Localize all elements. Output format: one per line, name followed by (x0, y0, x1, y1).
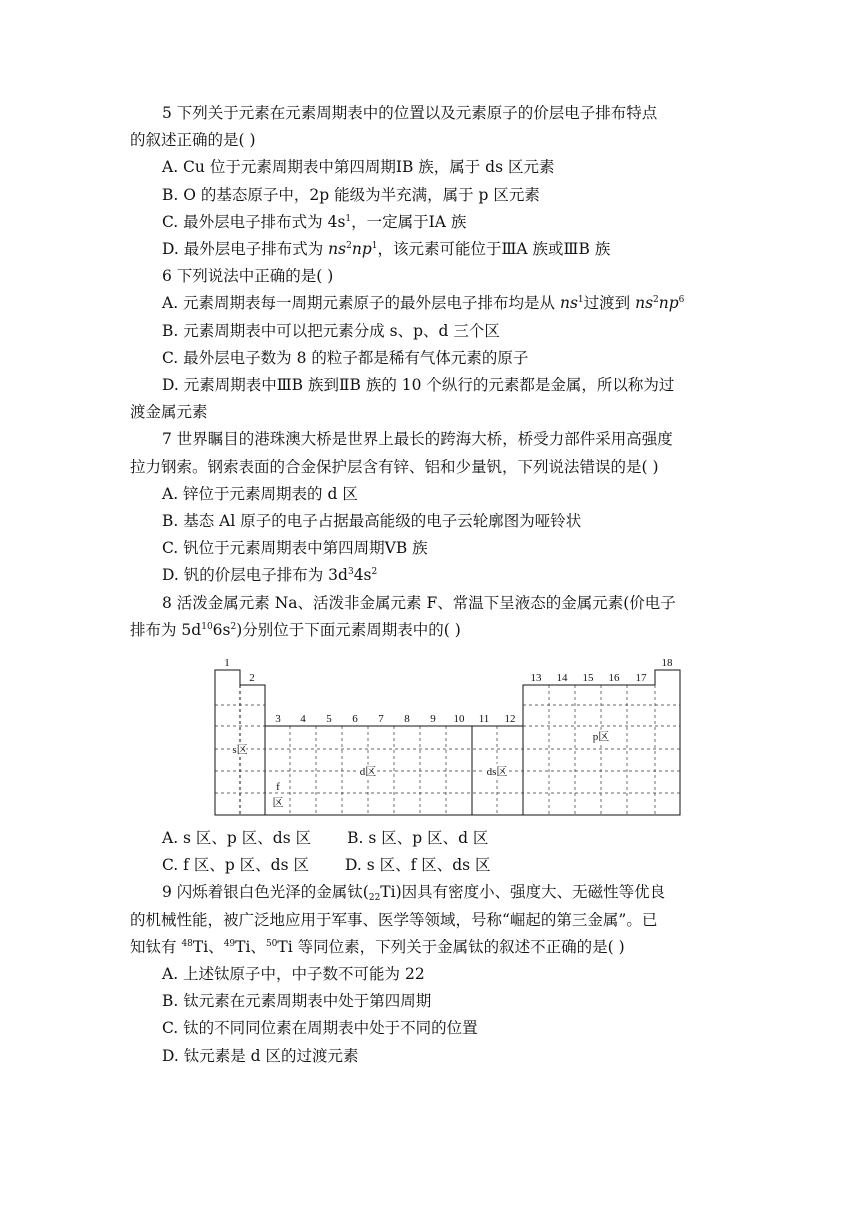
ds-block-label: ds区 (486, 766, 508, 779)
group-label-2: 2 (249, 672, 255, 685)
group-label-3: 3 (275, 713, 281, 726)
group-label-4: 4 (300, 713, 306, 726)
f-block-label-1: f (276, 781, 280, 794)
group-label-10: 10 (453, 713, 465, 726)
q9-option-c: C. 钛的不同同位素在周期表中处于不同的位置 (162, 1019, 478, 1038)
group-label-18: 18 (661, 657, 673, 670)
q6-option-d-line-2: 渡金属元素 (130, 403, 208, 422)
group-label-11: 11 (478, 713, 490, 726)
group-label-7: 7 (378, 713, 384, 726)
group-label-5: 5 (326, 713, 332, 726)
d-block-label: d区 (359, 766, 377, 779)
q5-option-a: A. Cu 位于元素周期表中第四周期ⅠB 族，属于 ds 区元素 (162, 158, 555, 177)
q9-stem-line-1: 9 闪烁着银白色光泽的金属钛$(_{22}Ti)$因具有密度小、强度大、无磁性等优良 (162, 883, 666, 904)
p-block-label: p区 (592, 731, 610, 744)
q5-stem-line-2: 的叙述正确的是( ) (130, 131, 256, 150)
q8-stem-line-1: 8 活泼金属元素 Na、活泼非金属元素 F、常温下呈液态的金属元素(价电子 (162, 593, 676, 612)
q7-option-b: B. 基态 Al 原子的电子占据最高能级的电子云轮廓图为哑铃状 (162, 512, 582, 531)
s-block-label: s区 (232, 744, 248, 757)
q5-stem-line-1: 5 下列关于元素在元素周期表中的位置以及元素原子的价层电子排布特点 (162, 104, 658, 122)
group-label-6: 6 (352, 713, 358, 726)
q6-option-b: B. 元素周期表中可以把元素分成 s、p、d 三个区 (162, 321, 500, 340)
q9-stem-line-2: 的机械性能，被广泛地应用于军事、医学等领域，号称“崛起的第三金属”。已 (130, 910, 658, 929)
group-label-13: 13 (530, 672, 542, 685)
q9-stem-line-3: 知钛有 $^{48}$Ti、$^{49}$Ti、$^{50}$Ti 等同位素，下列关于金属钛的叙述不正确的是( ) (130, 937, 625, 956)
q6-stem: 6 下列说法中正确的是( ) (162, 267, 334, 286)
periodic-table-diagram (130, 650, 740, 825)
q8-options-row-2: C. f 区、p 区、ds 区 D. s 区、f 区、ds 区 (162, 856, 491, 875)
group-label-8: 8 (404, 713, 410, 726)
q5-option-b: B. O 的基态原子中，2p 能级为半充满，属于 p 区元素 (162, 185, 540, 204)
q9-option-d: D. 钛元素是 d 区的过渡元素 (162, 1046, 359, 1065)
q7-option-d: D. 钒的价层电子排布为 $3d^34s^2$ (162, 566, 378, 585)
q7-stem-line-2: 拉力钢索。钢索表面的合金保护层含有锌、铝和少量钒，下列说法错误的是( ) (130, 457, 659, 476)
q6-option-a: A. 元素周期表每一周期元素原子的最外层电子排布均是从 $ns^1$过渡到 $ns^2np^6$ (162, 294, 685, 313)
group-label-12: 12 (504, 713, 516, 726)
q7-stem-line-1: 7 世界瞩目的港珠澳大桥是世界上最长的跨海大桥，桥受力部件采用高强度 (162, 430, 673, 449)
q9-option-b: B. 钛元素在元素周期表中处于第四周期 (162, 992, 432, 1011)
q6-option-c: C. 最外层电子数为 8 的粒子都是稀有气体元素的原子 (162, 348, 529, 367)
group-label-14: 14 (556, 672, 568, 685)
q9-option-a: A. 上述钛原子中，中子数不可能为 22 (162, 965, 425, 984)
q7-option-a: A. 锌位于元素周期表的 d 区 (162, 484, 358, 503)
q5-option-d: D. 最外层电子排布式为 $ns^2np^1$，该元素可能位于ⅢA 族或ⅢB 族 (162, 240, 611, 259)
q7-option-c: C. 钒位于元素周期表中第四周期ⅤB 族 (162, 539, 428, 558)
periodic-table-svg (130, 650, 740, 825)
group-label-9: 9 (430, 713, 436, 726)
group-label-17: 17 (635, 672, 647, 685)
group-label-15: 15 (582, 672, 594, 685)
q6-option-d-line-1: D. 元素周期表中ⅢB 族到ⅡB 族的 10 个纵行的元素都是金属，所以称为过 (162, 376, 675, 395)
q8-stem-line-2: 排布为 $5d^{10}6s^2$)分别位于下面元素周期表中的( ) (130, 620, 461, 639)
group-label-16: 16 (608, 672, 620, 685)
q5-option-c: C. 最外层电子排布式为 $4s^1$，一定属于ⅠA 族 (162, 212, 467, 231)
q8-options-row-1: A. s 区、p 区、ds 区 B. s 区、p 区、d 区 (162, 829, 489, 848)
group-label-1: 1 (224, 657, 230, 670)
question-page (130, 100, 740, 1070)
f-block-label-2: 区 (272, 797, 284, 810)
